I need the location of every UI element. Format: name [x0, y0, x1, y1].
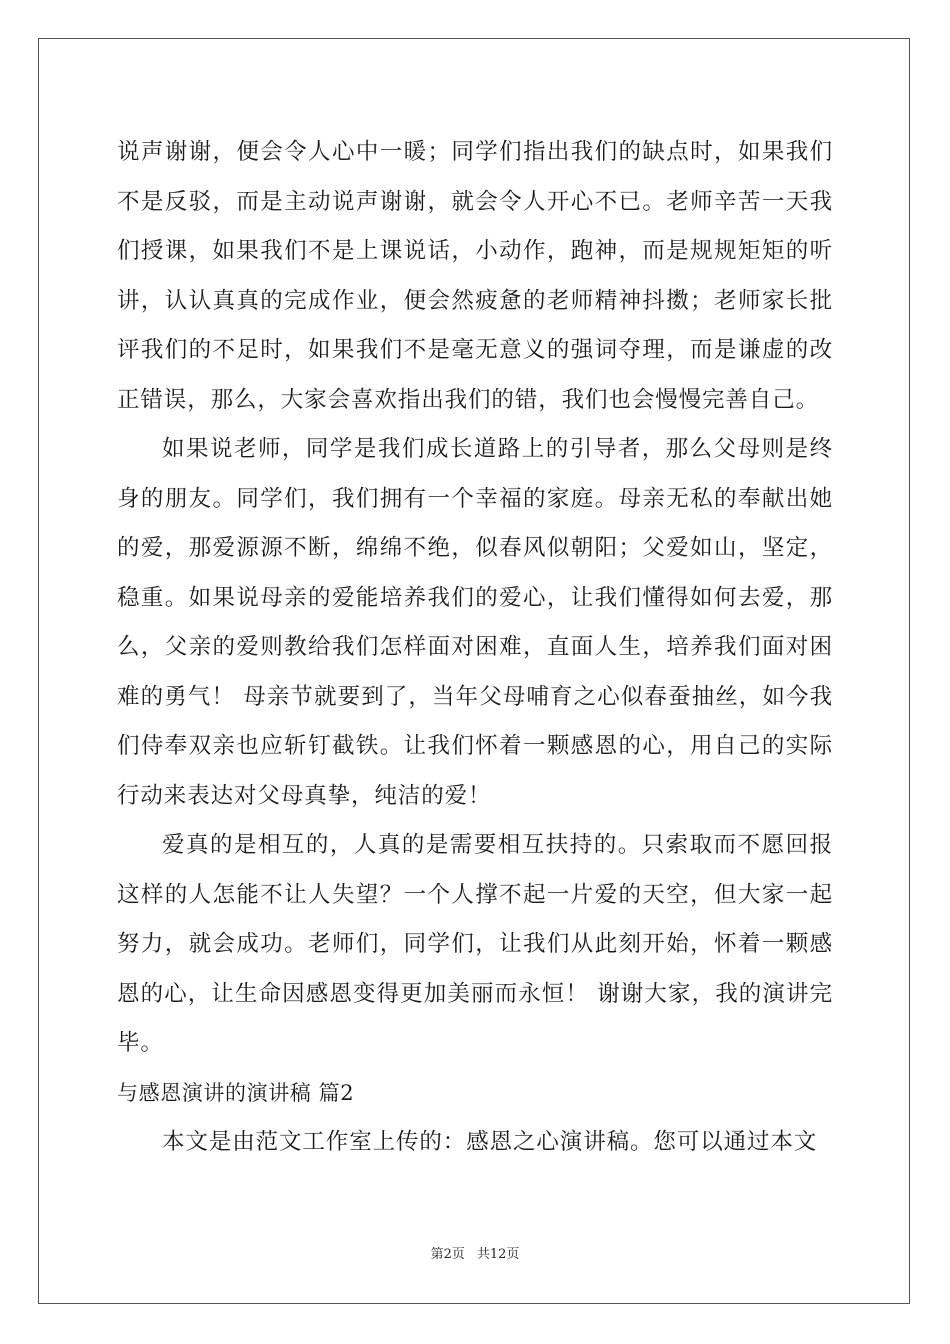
- paragraph-3: 爱真的是相互的，人真的是需要相互扶持的。只索取而不愿回报这样的人怎能不让人失望？一个人撑不起一片爱的天空，但大家一起努力，就会成功。老师们，同学们，让我们从此刻开始，怀着一颗感恩的心，让生命因感恩变得更加美丽而永恒！ 谢谢大家，我的演讲完毕。: [117, 832, 833, 1056]
- paragraph-2: 如果说老师，同学是我们成长道路上的引导者，那么父母则是终身的朋友。同学们，我们拥有一个幸福的家庭。母亲无私的奉献出她的爱，那爱源源不断，绵绵不绝，似春风似朝阳；父爱如山，坚定，稳重。如果说母亲的爱能培养我们的爱心，让我们懂得如何去爱，那么，父亲的爱则教给我们怎样面对困难，直面人生，培养我们面对困难的勇气！ 母亲节就要到了，当年父母哺育之心似春蚕抽丝，如今我们侍奉双亲也应斩钉截铁。让我们怀着一颗感恩的心，用自己的实际行动来表达对父母真挚，纯洁的爱！: [117, 436, 833, 809]
- paragraph-4: 本文是由范文工作室上传的：感恩之心演讲稿。您可以通过本文: [162, 1129, 818, 1155]
- total-pages: 共12页: [476, 1247, 520, 1262]
- page-number: 第2页: [430, 1247, 465, 1262]
- section-heading: 与感恩演讲的演讲稿 篇2: [117, 1080, 355, 1105]
- paragraph-1: 说声谢谢，便会令人心中一暖；同学们指出我们的缺点时，如果我们不是反驳，而是主动说声谢谢，就会令人开心不已。老师辛苦一天我们授课，如果我们不是上课说话，小动作，跑神，而是规规矩矩的听讲，认认真真的完成作业，便会然疲惫的老师精神抖擞；老师家长批评我们的不足时，如果我们不是毫无意义的强词夺理，而是谦虚的改正错误，那么，大家会喜欢指出我们的错，我们也会慢慢完善自己。: [117, 139, 833, 413]
- document-body: [117, 128, 833, 1168]
- page-footer: [0, 1243, 950, 1262]
